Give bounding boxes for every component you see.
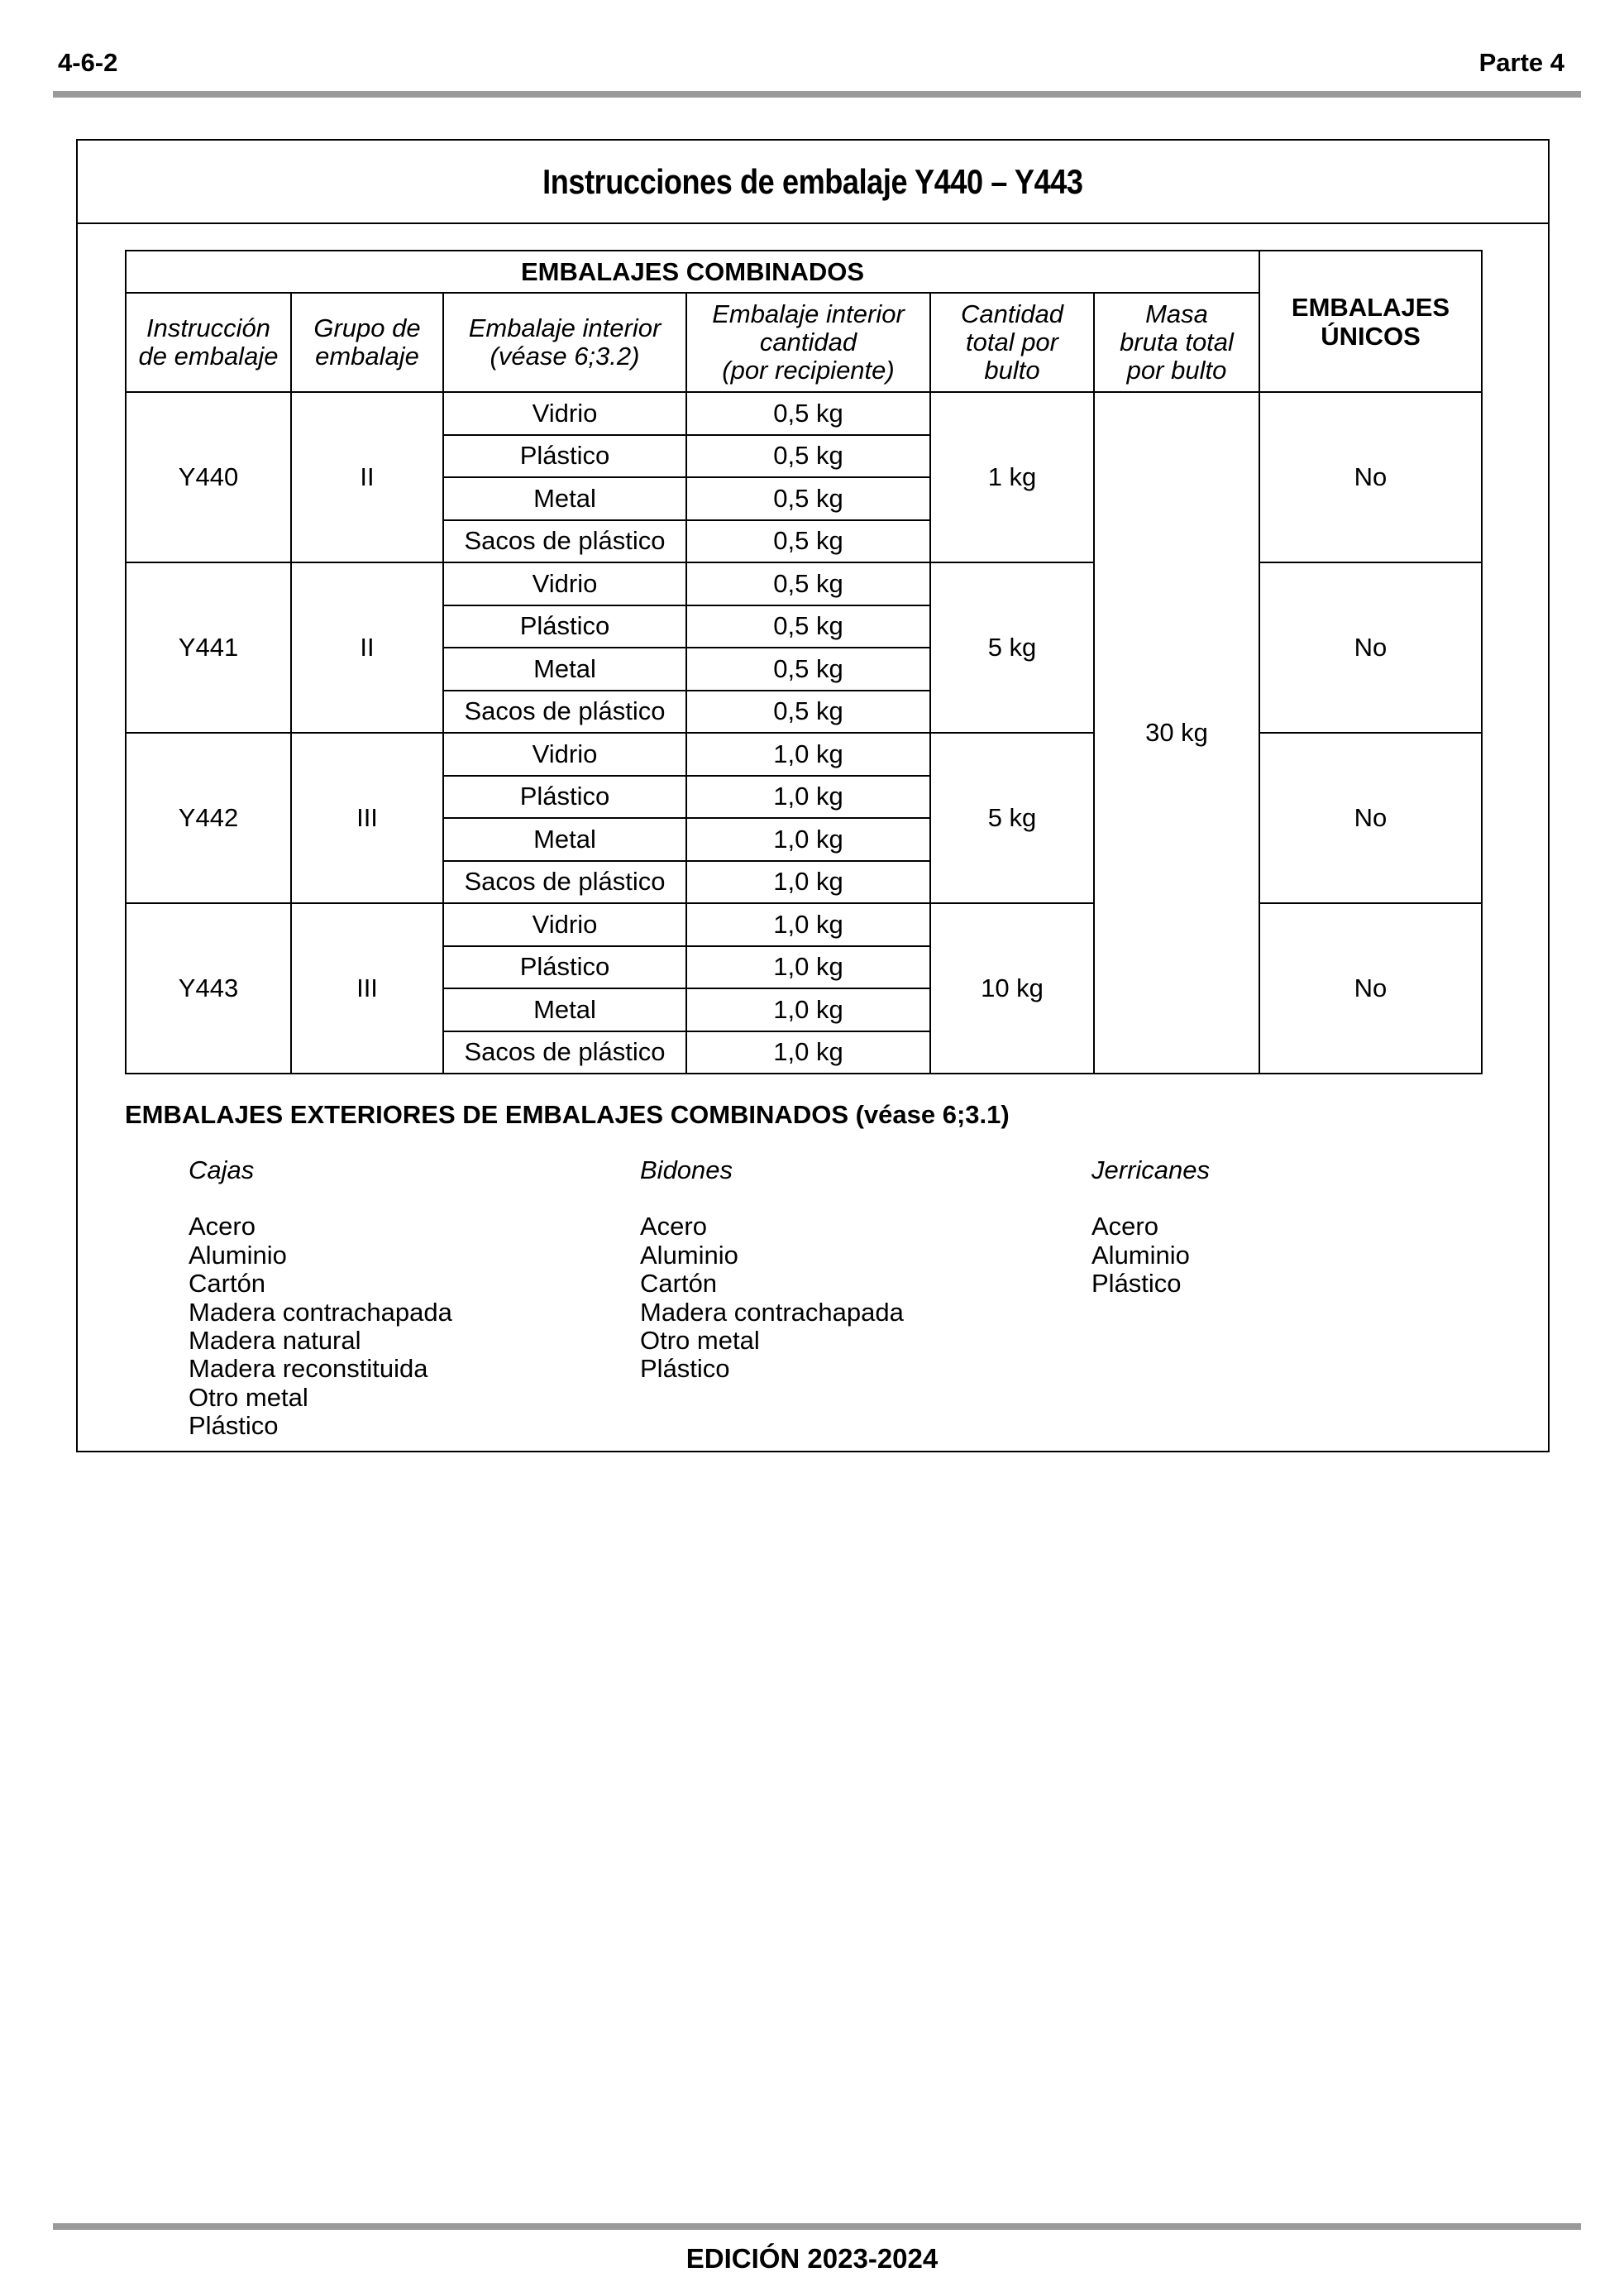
column-header-line: Embalaje interior — [712, 299, 905, 328]
column-header-line: total por — [965, 328, 1058, 356]
column-header — [930, 293, 1094, 392]
total-quantity-cell: 5 kg — [930, 562, 1094, 733]
packing-group-cell: III — [291, 903, 443, 1074]
inner-quantity-cell: 0,5 kg — [686, 648, 930, 691]
single-header — [1259, 251, 1482, 392]
inner-packaging-cell: Metal — [443, 988, 686, 1031]
column-header — [686, 293, 930, 392]
packing-group-cell: II — [291, 562, 443, 733]
inner-packaging-cell: Plástico — [443, 776, 686, 819]
outer-column — [189, 1156, 452, 1441]
column-header-line: bruta total — [1120, 328, 1234, 356]
table-row — [126, 392, 1482, 435]
column-header-line: Masa — [1145, 299, 1208, 328]
outer-list-item: Acero — [640, 1212, 707, 1241]
title-band — [78, 141, 1548, 224]
inner-packaging-cell: Metal — [443, 648, 686, 691]
outer-list-item: Aluminio — [1091, 1240, 1190, 1270]
single-packaging-cell: No — [1259, 392, 1482, 562]
part-label: Parte 4 — [1478, 48, 1564, 77]
inner-packaging-cell: Vidrio — [443, 733, 686, 776]
inner-quantity-cell: 0,5 kg — [686, 605, 930, 648]
packing-group-cell: II — [291, 392, 443, 562]
table-row — [126, 903, 1482, 946]
instruction-cell: Y440 — [126, 392, 291, 562]
inner-packaging-cell: Plástico — [443, 946, 686, 989]
column-header-line: Instrucción — [146, 313, 270, 342]
inner-quantity-cell: 0,5 kg — [686, 477, 930, 520]
column-header-line: de embalaje — [138, 342, 279, 371]
outer-list-item: Plástico — [1091, 1269, 1182, 1299]
single-header-line: EMBALAJES — [1291, 292, 1450, 322]
column-header — [1094, 293, 1259, 392]
combined-header: EMBALAJES COMBINADOS — [126, 251, 1259, 293]
outer-column — [1091, 1156, 1210, 1299]
column-header-line: (véase 6;3.2) — [490, 342, 640, 371]
inner-quantity-cell: 1,0 kg — [686, 818, 930, 861]
inner-packaging-cell: Metal — [443, 818, 686, 861]
header-rule — [53, 91, 1581, 98]
column-header — [443, 293, 686, 392]
outer-list-item: Aluminio — [189, 1240, 287, 1270]
single-header-line: ÚNICOS — [1321, 321, 1421, 351]
outer-column-heading: Jerricanes — [1091, 1155, 1210, 1184]
outer-list-item: Cartón — [189, 1269, 266, 1299]
inner-quantity-cell: 0,5 kg — [686, 520, 930, 563]
outer-list-item: Acero — [189, 1212, 256, 1241]
inner-quantity-cell: 0,5 kg — [686, 562, 930, 605]
single-packaging-cell: No — [1259, 733, 1482, 903]
column-header-line: Grupo de — [313, 313, 421, 342]
inner-packaging-cell: Vidrio — [443, 392, 686, 435]
outer-list-item: Acero — [1091, 1212, 1158, 1241]
total-quantity-cell: 10 kg — [930, 903, 1094, 1074]
outer-list-item: Madera natural — [189, 1326, 361, 1356]
inner-packaging-cell: Sacos de plástico — [443, 691, 686, 734]
instruction-cell: Y441 — [126, 562, 291, 733]
total-quantity-cell: 1 kg — [930, 392, 1094, 562]
outer-list-item: Madera reconstituida — [189, 1354, 428, 1384]
inner-packaging-cell: Sacos de plástico — [443, 861, 686, 904]
column-header-line: Embalaje interior — [468, 313, 662, 342]
page-number: 4-6-2 — [58, 48, 118, 77]
inner-quantity-cell: 0,5 kg — [686, 691, 930, 734]
column-header-line: (por recipiente) — [722, 356, 895, 385]
inner-quantity-cell: 0,5 kg — [686, 392, 930, 435]
edition-footer: EDICIÓN 2023-2024 — [685, 2243, 939, 2274]
outer-list-item: Cartón — [640, 1269, 718, 1299]
outer-list-item: Otro metal — [189, 1382, 308, 1412]
column-header-line: cantidad — [759, 328, 857, 356]
inner-packaging-cell: Sacos de plástico — [443, 520, 686, 563]
outer-list-item: Madera contrachapada — [189, 1297, 452, 1327]
inner-quantity-cell: 1,0 kg — [686, 733, 930, 776]
inner-quantity-cell: 1,0 kg — [686, 776, 930, 819]
column-header — [126, 293, 291, 392]
footer-rule — [53, 2223, 1581, 2230]
inner-packaging-cell: Sacos de plástico — [443, 1031, 686, 1074]
inner-quantity-cell: 1,0 kg — [686, 861, 930, 904]
single-packaging-cell: No — [1259, 903, 1482, 1074]
inner-packaging-cell: Plástico — [443, 605, 686, 648]
inner-quantity-cell: 1,0 kg — [686, 946, 930, 989]
outer-list-item: Plástico — [189, 1411, 279, 1441]
column-header-line: por bulto — [1126, 356, 1227, 385]
instruction-cell: Y443 — [126, 903, 291, 1074]
inner-quantity-cell: 0,5 kg — [686, 435, 930, 478]
inner-packaging-cell: Plástico — [443, 435, 686, 478]
inner-quantity-cell: 1,0 kg — [686, 903, 930, 946]
outer-list-item: Madera contrachapada — [640, 1297, 904, 1327]
total-quantity-cell: 5 kg — [930, 733, 1094, 903]
outer-column — [640, 1156, 904, 1384]
page-title: Instrucciones de embalaje Y440 – Y443 — [542, 161, 1083, 201]
outer-packaging-title: EMBALAJES EXTERIORES DE EMBALAJES COMBINADOS (véase 6;3.1) — [125, 1100, 1010, 1129]
inner-packaging-cell: Metal — [443, 477, 686, 520]
inner-packaging-cell: Vidrio — [443, 562, 686, 605]
table-row — [126, 562, 1482, 605]
packing-group-cell: III — [291, 733, 443, 903]
inner-quantity-cell: 1,0 kg — [686, 988, 930, 1031]
outer-column-heading: Bidones — [640, 1155, 733, 1184]
outer-list-item: Otro metal — [640, 1326, 760, 1356]
outer-column-heading: Cajas — [189, 1155, 255, 1184]
column-header-line: Cantidad — [960, 299, 1064, 328]
outer-list-item: Aluminio — [640, 1240, 738, 1270]
table-row — [126, 733, 1482, 776]
inner-quantity-cell: 1,0 kg — [686, 1031, 930, 1074]
column-header — [291, 293, 443, 392]
gross-mass-cell: 30 kg — [1094, 392, 1259, 1074]
column-header-line: embalaje — [315, 342, 419, 371]
packing-table — [125, 250, 1483, 1074]
column-header-line: bulto — [984, 356, 1040, 385]
instruction-cell: Y442 — [126, 733, 291, 903]
table-body — [126, 392, 1482, 1074]
outer-list-item: Plástico — [640, 1354, 730, 1384]
inner-packaging-cell: Vidrio — [443, 903, 686, 946]
single-packaging-cell: No — [1259, 562, 1482, 733]
